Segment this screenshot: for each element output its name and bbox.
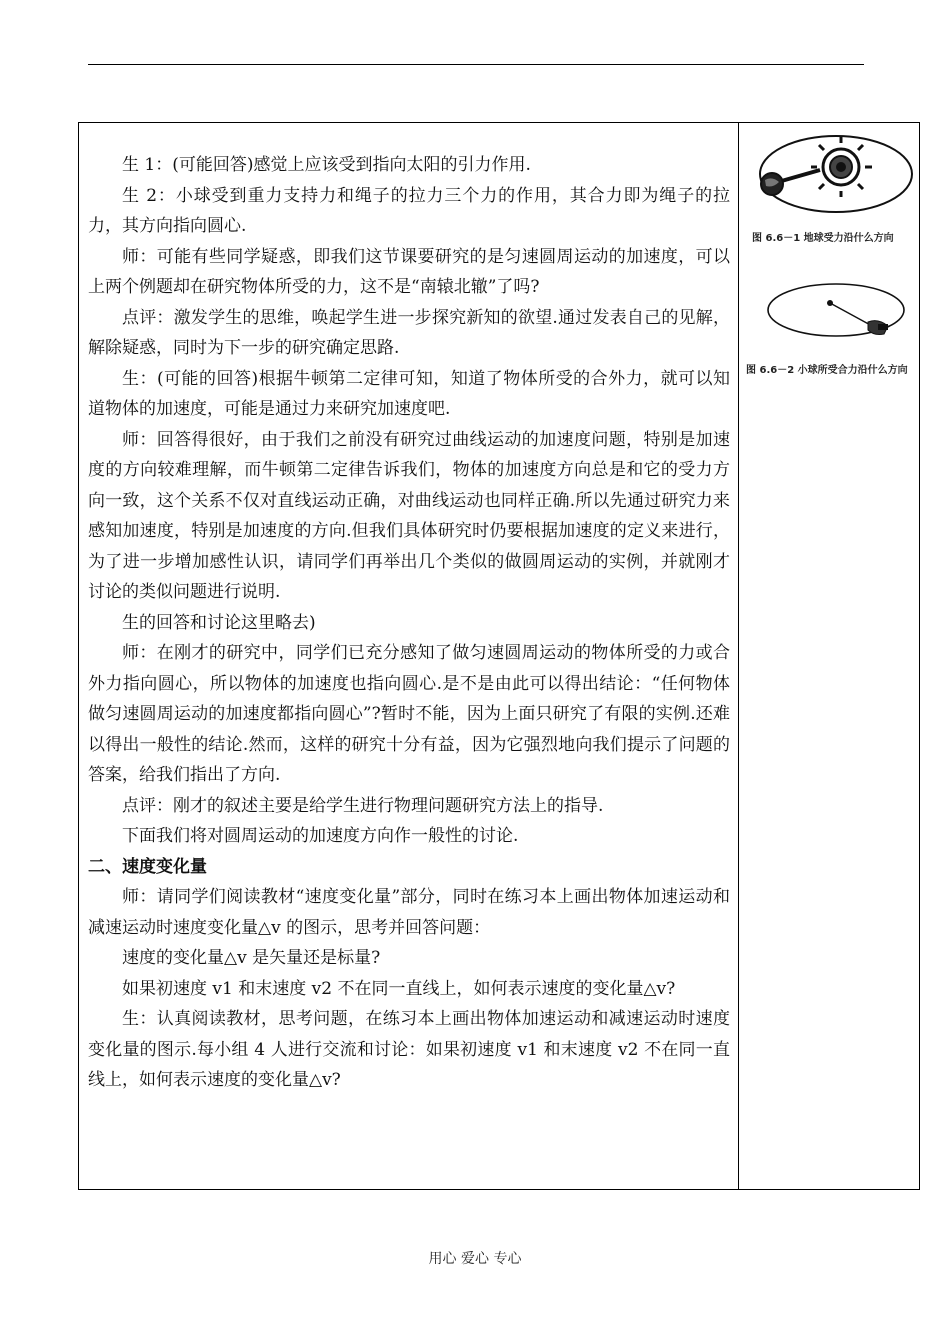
paragraph: 点评：激发学生的思维，唤起学生进一步探究新知的欲望.通过发表自己的见解，解除疑惑，同时为下一步的研究确定思路.: [88, 307, 730, 358]
paragraph: 下面我们将对圆周运动的加速度方向作一般性的讨论.: [122, 826, 519, 846]
paragraph: 师：在刚才的研究中，同学们已充分感知了做匀速圆周运动的物体所受的力或合外力指向圆心，所以物体的加速度也指向圆心.是不是由此可以得出结论：“任何物体做匀速圆周运动的加速度都指向圆心”?暂时不能，因为上面只研究了有限的实例.还难以得出一般性的结论.然而，这样的研究十分有益，因为它强烈地向我们提示了问题的答案，给我们指出了方向.: [88, 643, 730, 785]
paragraph: 师：可能有些同学疑惑，即我们这节课要研究的是匀速圆周运动的加速度，可以上两个例题却在研究物体所受的力，这不是“南辕北辙”了吗?: [88, 246, 730, 297]
earth-icon: [761, 173, 783, 195]
string-line: [830, 303, 874, 327]
main-text-column: [88, 150, 730, 1096]
paragraph: 师：请同学们阅读教材“速度变化量”部分，同时在练习本上画出物体加速运动和减速运动时速度变化量△v 的图示，思考并回答问题：: [88, 887, 730, 938]
column-divider: [738, 122, 739, 1190]
paragraph: 生：(可能的回答)根据牛顿第二定律可知，知道了物体所受的合外力，就可以知道物体的加速度，可能是通过力来研究加速度吧.: [88, 368, 730, 419]
header-rule: [88, 64, 864, 65]
paragraph: 生 2：小球受到重力支持力和绳子的拉力三个力的作用，其合力即为绳子的拉力，其方向指向圆心.: [88, 185, 730, 236]
paragraph: 生：认真阅读教材，思考问题，在练习本上画出物体加速运动和减速运动时速度变化量的图示.每小组 4 人进行交流和讨论：如果初速度 v1 和末速度 v2 不在同一直线上，如何表示速度的变化量△v?: [88, 1009, 730, 1090]
paragraph: 生的回答和讨论这里略去): [122, 612, 316, 633]
paragraph: 师：回答得很好，由于我们之前没有研究过曲线运动的加速度问题，特别是加速度的方向较难理解，而牛顿第二定律告诉我们，物体的加速度方向总是和它的受力方向一致，这个关系不仅对直线运动正确，对曲线运动也同样正确.所以先通过研究力来感知加速度，特别是加速度的方向.但我们具体研究时仍要根据加速度的定义来进行，为了进一步增加感性认识，请同学们再举出几个类似的做圆周运动的实例，并就刚才讨论的类似问题进行说明.: [88, 429, 730, 602]
hand-icon: [868, 321, 888, 335]
paragraph: 如果初速度 v1 和末速度 v2 不在同一直线上，如何表示速度的变化量△v?: [122, 978, 676, 999]
sun-icon: [811, 137, 872, 197]
figure-caption: 图 6.6－1 地球受力沿什么方向: [752, 233, 894, 244]
paragraph: 生 1：(可能回答)感觉上应该受到指向太阳的引力作用.: [122, 155, 531, 175]
section-heading: 二、速度变化量: [88, 856, 207, 877]
pull-arrow: [778, 170, 820, 182]
ball-on-string-figure: [764, 278, 914, 344]
paragraph: 点评：刚才的叙述主要是给学生进行物理问题研究方法上的指导.: [122, 795, 604, 816]
page-footer: 用心 爱心 专心: [428, 1251, 522, 1267]
paragraph: 速度的变化量△v 是矢量还是标量?: [122, 948, 381, 968]
sun-earth-figure: [748, 124, 918, 220]
figure-caption: 图 6.6－2 小球所受合力沿什么方向: [746, 365, 908, 376]
